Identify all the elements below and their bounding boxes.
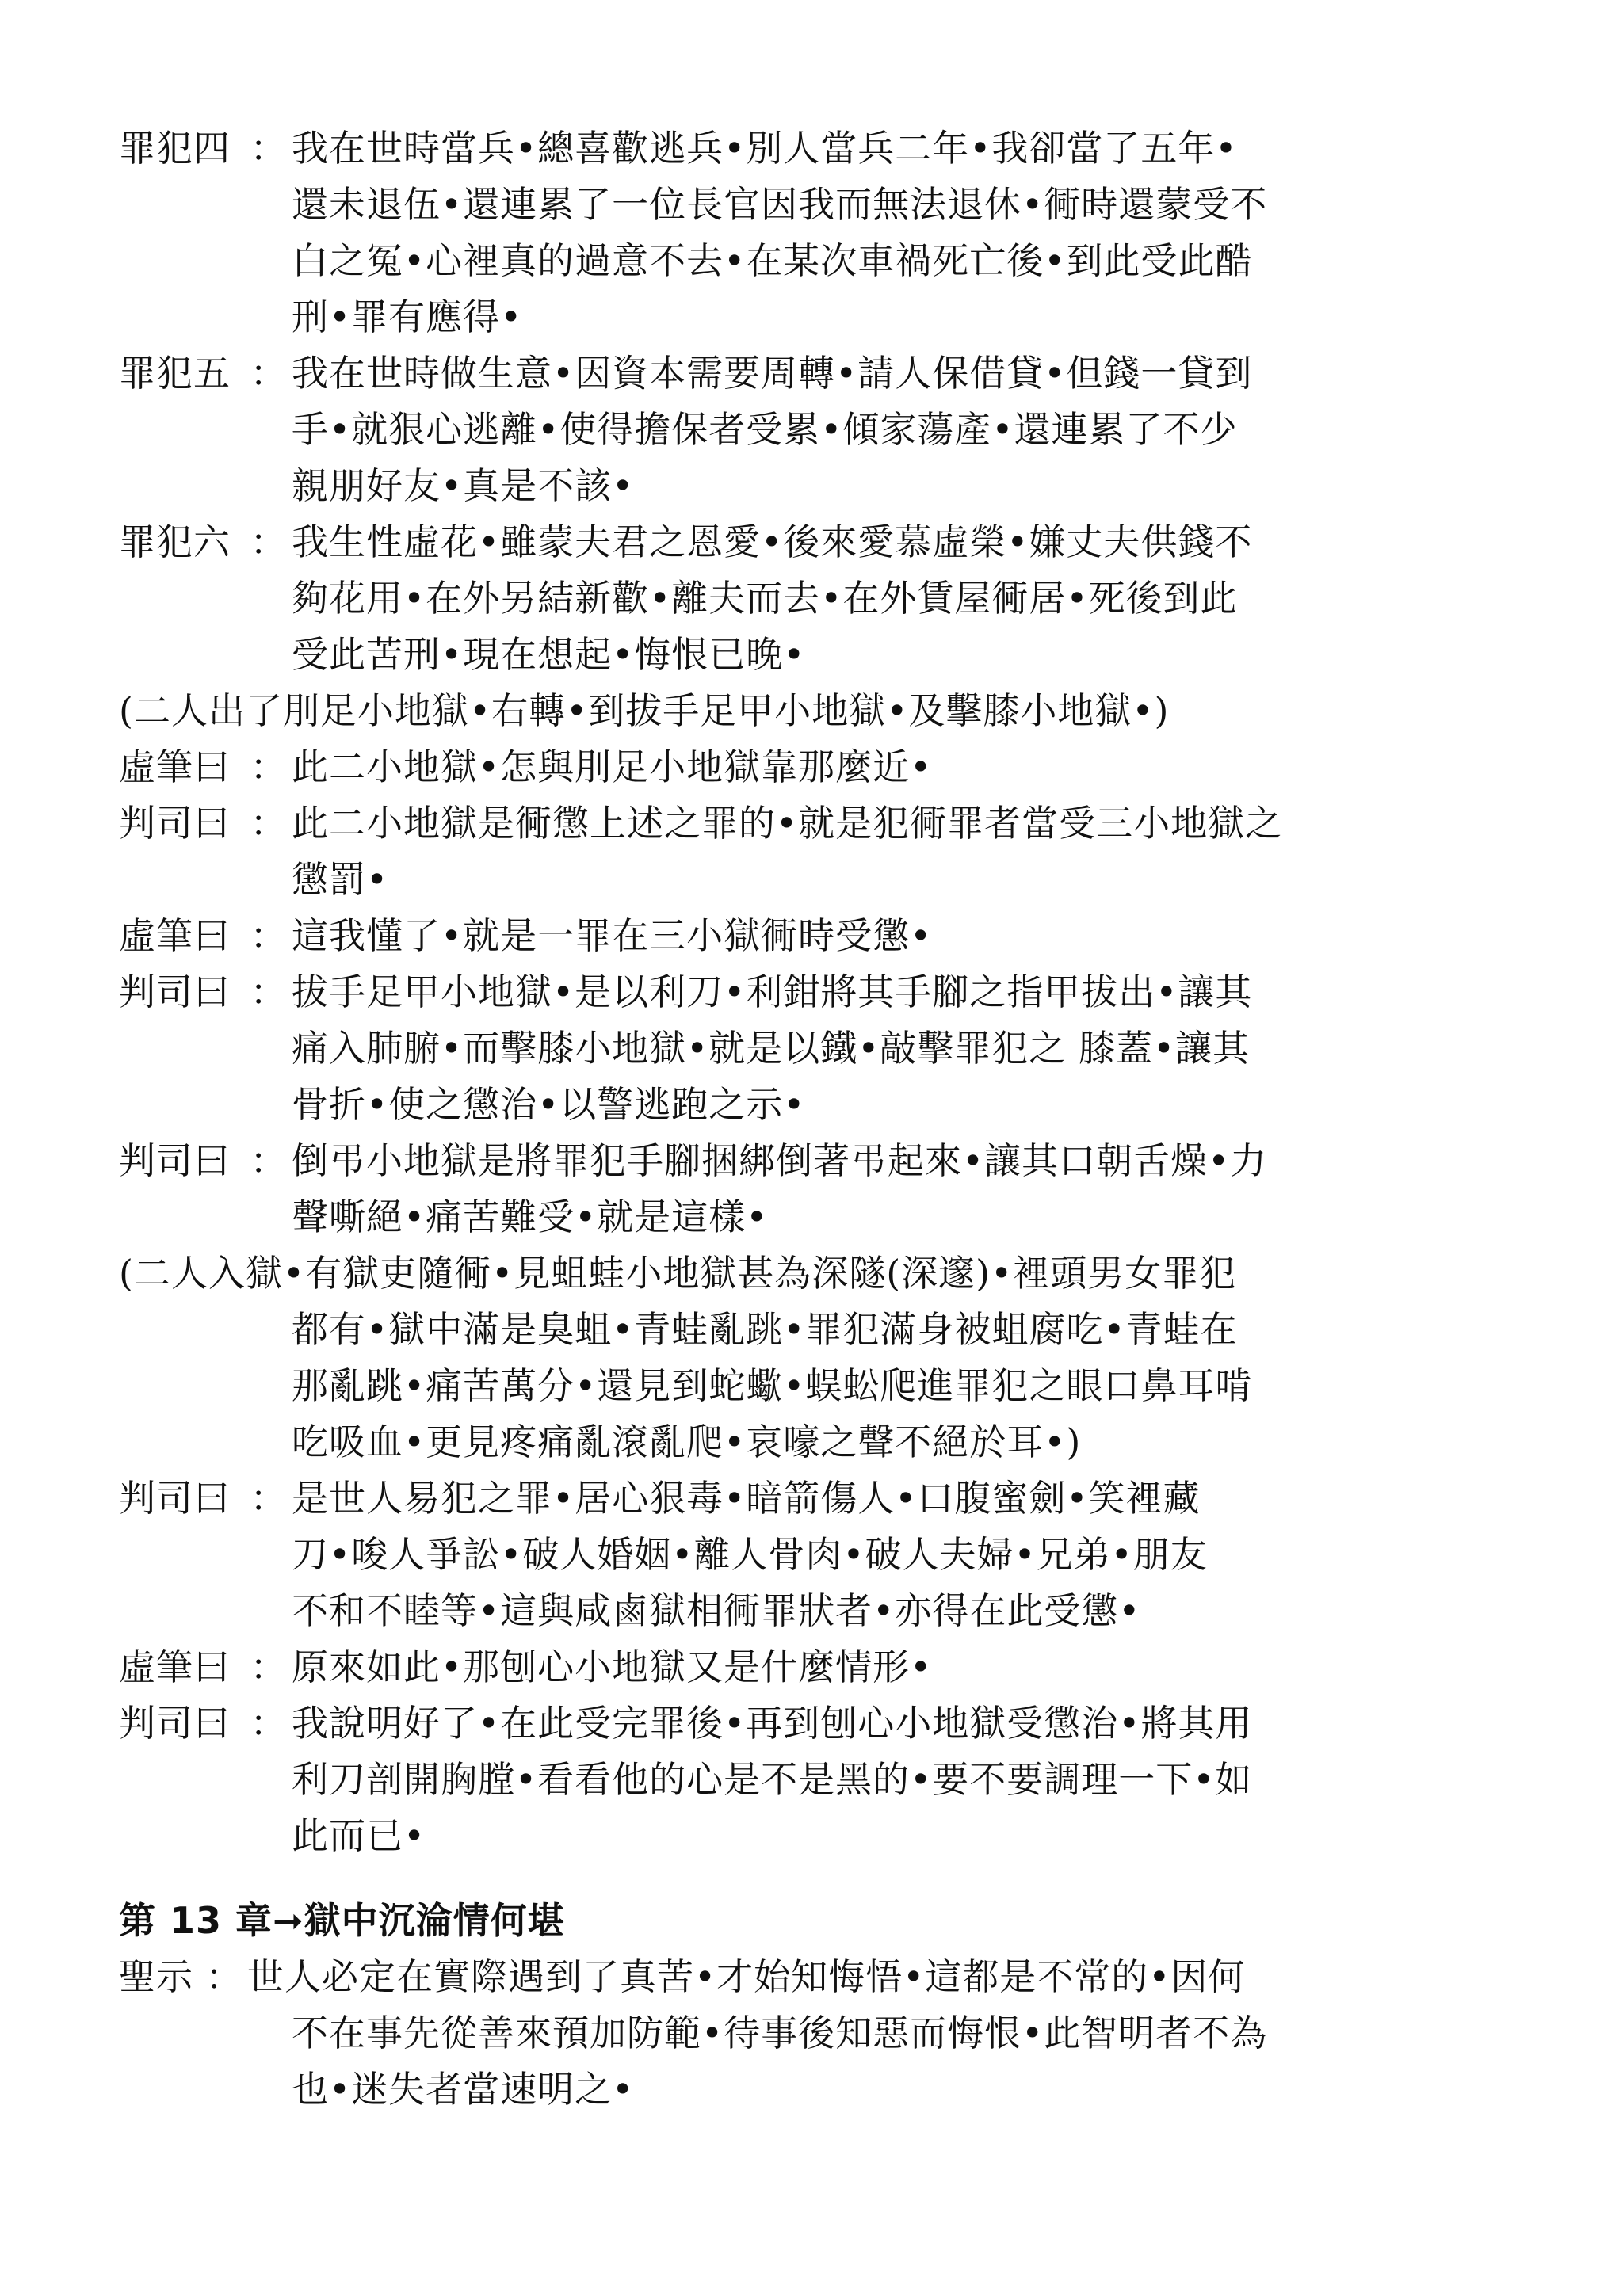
narration-note	[119, 1245, 1514, 1470]
text-line: 不和不睦等•這與咸鹵獄相衕罪狀者•亦得在此受懲•	[292, 1589, 1141, 1632]
text-line: 我在世時當兵•總喜歡逃兵•別人當兵二年•我卻當了五年•	[292, 127, 1238, 170]
text-line: (二人出了刖足小地獄•右轉•到拔手足甲小地獄•及擊膝小地獄•)	[119, 689, 1170, 732]
text-line: 世人必定在實際遇到了真苦•才始知悔悟•這都是不常的•因何	[247, 1955, 1246, 1998]
speaker-colon: ：	[250, 802, 288, 845]
text-line: (二人入獄•有獄吏隨衕•見蛆蛙小地獄甚為深隧(深邃)•裡頭男女罪犯	[119, 1252, 1237, 1295]
dialogue-text	[292, 1639, 1514, 1695]
dialogue-text	[247, 1949, 1514, 2118]
text-line: 利刀剖開胸膛•看看他的心是不是黑的•要不要調理一下•如	[292, 1758, 1253, 1801]
text-line: 刑•罪有應得•	[292, 296, 523, 338]
dialogue-text	[292, 345, 1514, 514]
text-line: 此二小地獄•怎與刖足小地獄靠那麼近•	[292, 746, 933, 788]
text-line: 還未退伍•還連累了一位長官因我而無法退休•衕時還蒙受不	[292, 183, 1268, 226]
holy-instruction	[119, 1949, 1514, 2118]
dialogue-entry-xubi	[119, 739, 1514, 795]
dialogue-entry-criminal-4	[119, 120, 1514, 345]
text-line: 夠花用•在外另結新歡•離夫而去•在外賃屋衕居•死後到此	[292, 577, 1238, 620]
dialogue-text	[292, 1695, 1514, 1864]
speaker-label: 虛筆曰	[119, 746, 231, 788]
text-line: 刀•唆人爭訟•破人婚姻•離人骨肉•破人夫婦•兄弟•朋友	[292, 1533, 1208, 1576]
text-line: 吃吸血•更見疼痛亂滾亂爬•哀嚎之聲不絕於耳•)	[292, 1421, 1082, 1463]
dialogue-entry-criminal-5	[119, 345, 1514, 514]
text-line: 也•迷失者當速明之•	[292, 2068, 635, 2111]
speaker-label: 罪犯六	[119, 521, 231, 563]
dialogue-text	[292, 739, 1514, 795]
speaker-colon: ：	[250, 521, 288, 563]
text-line: 不在事先從善來預加防範•待事後知惡而悔恨•此智明者不為	[292, 2012, 1268, 2054]
text-line: 我說明好了•在此受完罪後•再到刨心小地獄受懲治•將其用	[292, 1702, 1253, 1745]
dialogue-entry-criminal-6	[119, 514, 1514, 683]
speaker-label: 虛筆曰	[119, 914, 231, 957]
text-line: 那亂跳•痛苦萬分•還見到蛇蠍•蜈蚣爬進罪犯之眼口鼻耳啃	[292, 1364, 1253, 1407]
text-line: 倒弔小地獄是將罪犯手腳捆綁倒著弔起來•讓其口朝舌燥•力	[292, 1139, 1268, 1182]
speaker-colon: ：	[250, 1646, 288, 1688]
speaker-colon: ：	[250, 1477, 288, 1520]
text-line: 我生性虛花•雖蒙夫君之恩愛•後來愛慕虛榮•嫌丈夫供錢不	[292, 521, 1253, 563]
dialogue-text	[292, 908, 1514, 964]
text-line: 原來如此•那刨心小地獄又是什麼情形•	[292, 1646, 933, 1688]
text-line: 這我懂了•就是一罪在三小獄衕時受懲•	[292, 914, 933, 957]
dialogue-text	[292, 1133, 1514, 1245]
dialogue-entry-pansi	[119, 1470, 1514, 1639]
speaker-label: 判司曰	[119, 802, 231, 845]
text-line: 是世人易犯之罪•居心狠毒•暗箭傷人•口腹蜜劍•笑裡藏	[292, 1477, 1201, 1520]
dialogue-text	[292, 964, 1514, 1133]
dialogue-entry-pansi	[119, 1133, 1514, 1245]
speaker-colon: ：	[205, 1955, 243, 1998]
speaker-label: 判司曰	[119, 1702, 231, 1745]
speaker-colon: ：	[250, 746, 288, 788]
speaker-colon: ：	[250, 914, 288, 957]
speaker-colon: ：	[250, 971, 288, 1013]
speaker-label: 判司曰	[119, 1477, 231, 1520]
document-page	[119, 120, 1514, 2118]
dialogue-entry-pansi	[119, 964, 1514, 1133]
speaker-label: 判司曰	[119, 971, 231, 1013]
text-line: 我在世時做生意•因資本需要周轉•請人保借貸•但錢一貸到	[292, 352, 1253, 395]
dialogue-entry-xubi	[119, 908, 1514, 964]
dialogue-text	[292, 1470, 1514, 1639]
dialogue-text	[292, 514, 1514, 683]
text-line: 白之冤•心裡真的過意不去•在某次車禍死亡後•到此受此酷	[292, 239, 1253, 282]
text-line: 都有•獄中滿是臭蛆•青蛙亂跳•罪犯滿身被蛆腐吃•青蛙在	[292, 1308, 1238, 1351]
text-line: 懲罰•	[292, 858, 389, 901]
dialogue-entry-pansi	[119, 795, 1514, 908]
text-line: 親朋好友•真是不該•	[292, 464, 635, 507]
speaker-colon: ：	[250, 127, 288, 170]
text-line: 骨折•使之懲治•以警逃跑之示•	[292, 1083, 806, 1126]
speaker-colon: ：	[250, 1139, 288, 1182]
speaker-label: 罪犯五	[119, 352, 231, 395]
text-line: 聲嘶絕•痛苦難受•就是這樣•	[292, 1196, 769, 1238]
dialogue-text	[292, 120, 1514, 345]
chapter-heading: 第 13 章➞獄中沉淪情何堪	[119, 1899, 565, 1942]
text-line: 此而已•	[292, 1814, 426, 1857]
speaker-label: 判司曰	[119, 1139, 231, 1182]
text-line: 痛入肺腑•而擊膝小地獄•就是以鐵•敲擊罪犯之 膝蓋•讓其	[292, 1027, 1251, 1070]
dialogue-entry-xubi	[119, 1639, 1514, 1695]
dialogue-text	[292, 795, 1514, 908]
narration-note	[119, 683, 1514, 739]
text-line: 手•就狠心逃離•使得擔保者受累•傾家蕩產•還連累了不少	[292, 408, 1238, 451]
speaker-label: 罪犯四	[119, 127, 231, 170]
text-line: 此二小地獄是衕懲上述之罪的•就是犯衕罪者當受三小地獄之	[292, 802, 1283, 845]
speaker-colon: ：	[250, 1702, 288, 1745]
text-line: 受此苦刑•現在想起•悔恨已晚•	[292, 633, 806, 676]
speaker-label: 虛筆曰	[119, 1646, 231, 1688]
dialogue-entry-pansi	[119, 1695, 1514, 1864]
speaker-colon: ：	[250, 352, 288, 395]
speaker-label: 聖示	[119, 1955, 193, 1998]
text-line: 拔手足甲小地獄•是以利刀•利鉗將其手腳之指甲拔出•讓其	[292, 971, 1253, 1013]
